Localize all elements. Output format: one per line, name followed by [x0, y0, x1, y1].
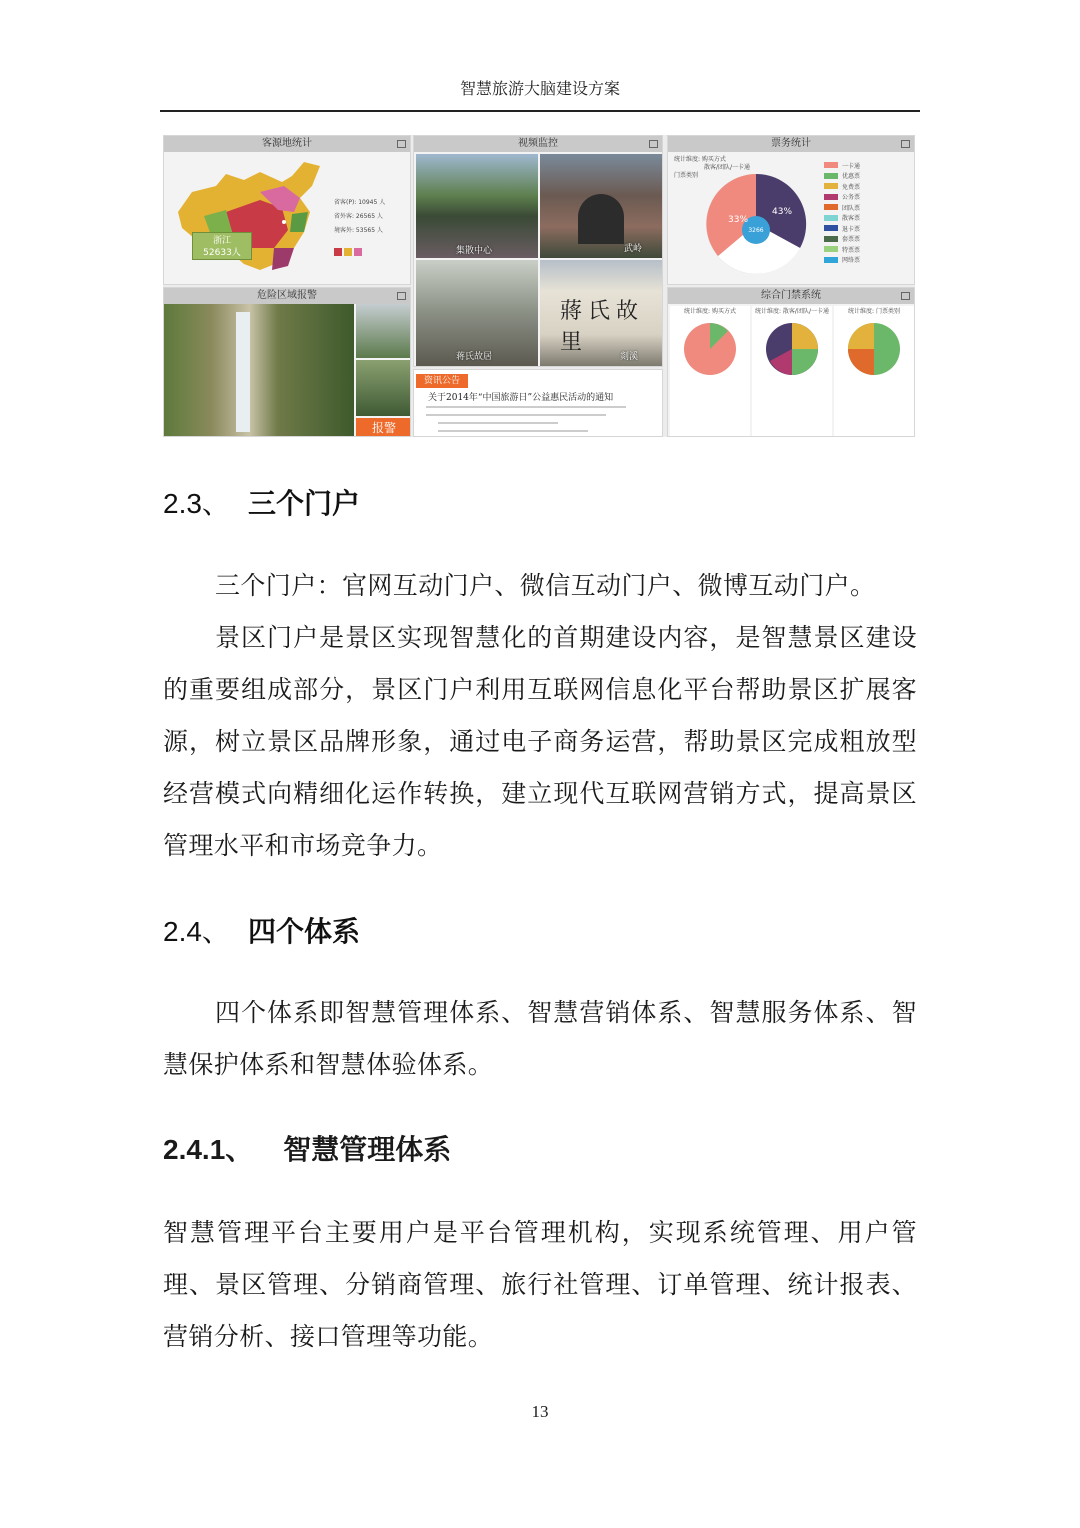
legend-label: 网络票 — [842, 257, 861, 265]
video-feed-1[interactable]: 集散中心 — [416, 154, 538, 258]
camera-feed-small-2[interactable] — [356, 360, 411, 416]
legend-item — [824, 244, 860, 255]
legend-swatch — [824, 162, 838, 168]
legend-item — [824, 160, 860, 171]
gate-subpanel-1: 统计维度: 购买方式 — [670, 306, 750, 436]
danger-panel — [163, 287, 411, 437]
alarm-button[interactable]: 报警 — [356, 418, 411, 437]
legend-item — [824, 181, 860, 192]
gate-panel-title: 综合门禁系统 — [668, 288, 914, 304]
video-feed-3[interactable]: 蒋氏故居 — [416, 260, 538, 366]
legend-swatch — [824, 173, 838, 179]
legend-swatch — [824, 183, 838, 189]
legend-label: 免费票 — [842, 183, 861, 191]
source-stats: 省客(P): 10945 人 省外客: 26565 人 境客外: 53565 人 — [334, 199, 386, 234]
video-panel — [413, 135, 663, 367]
legend-label: 公务票 — [842, 194, 861, 202]
legend-item — [824, 223, 860, 234]
legend-swatch — [824, 204, 838, 210]
waterfall-feed[interactable] — [164, 304, 354, 437]
legend-item — [824, 192, 860, 203]
svg-text:33%: 33% — [728, 215, 749, 225]
legend-label: 散客票 — [842, 215, 861, 223]
gate-subpanel-2: 统计维度: 散客/团队/一卡通 — [752, 306, 832, 436]
legend-item — [824, 171, 860, 182]
ticket-panel — [667, 135, 915, 285]
maximize-icon — [397, 140, 406, 148]
video-feed-4[interactable]: 蔣氏故里 剡溪 — [540, 260, 662, 366]
ticket-panel-title: 票务统计 — [668, 136, 914, 152]
legend-swatch — [824, 194, 838, 200]
ticket-legend — [824, 160, 860, 265]
notice-title[interactable]: 关于2014年“中国旅游日”公益惠民活动的通知 — [428, 393, 614, 403]
legend-item — [824, 202, 860, 213]
legend-item — [824, 255, 860, 266]
legend-item — [824, 213, 860, 224]
legend-label: 团队票 — [842, 204, 861, 212]
gate-subpanel-3: 统计维度: 门票类别 — [834, 306, 914, 436]
svg-text:3266: 3266 — [748, 227, 764, 234]
legend-label: 套票票 — [842, 236, 861, 244]
dashboard-figure — [163, 135, 915, 437]
section-2-3-para-1: 三个门户：官网互动门户、微信互动门户、微博互动门户。 — [215, 571, 876, 600]
source-panel-title: 客源地统计 — [164, 136, 410, 152]
danger-panel-title: 危险区域报警 — [164, 288, 410, 304]
ticket-filter-text: 统计维度: 购买方式 散客/团队/一卡通 门票类别 — [674, 156, 751, 179]
legend-label: 优惠票 — [842, 173, 861, 181]
legend-swatch — [824, 236, 838, 242]
notice-panel — [413, 369, 663, 437]
legend-swatch — [824, 257, 838, 263]
maximize-icon — [901, 292, 910, 300]
section-2-3-heading: 2.3、 三个门户 — [163, 487, 360, 520]
section-2-4-1-para-1: 智慧管理平台主要用户是平台管理机构，实现系统管理、用户管理、景区管理、分销商管理、旅行社管理、订单管理、统计报表、营销分析、接口管理等功能。 — [163, 1218, 917, 1351]
legend-item — [824, 234, 860, 245]
section-2-4-heading: 2.4、 四个体系 — [163, 915, 360, 948]
maximize-icon — [901, 140, 910, 148]
section-2-3-para-2: 景区门户是景区实现智慧化的首期建设内容，是智慧景区建设的重要组成部分，景区门户利用互联网信息化平台帮助景区扩展客源，树立景区品牌形象，通过电子商务运营，帮助景区完成粗放型经营模式向精细化运作转换，建立现代互联网营销方式，提高景区管理水平和市场竞争力。 — [163, 623, 917, 860]
section-2-4-1-heading: 2.4.1、 智慧管理体系 — [163, 1133, 452, 1166]
camera-feed-small-1[interactable] — [356, 304, 411, 358]
legend-swatch — [824, 225, 838, 231]
region-tooltip: 浙江 52633人 — [192, 232, 252, 260]
header-rule — [160, 110, 920, 112]
legend-label: 特票票 — [842, 246, 861, 254]
legend-label: 一卡通 — [842, 162, 861, 170]
page-number: 13 — [531, 1402, 549, 1421]
page-header: 智慧旅游大脑建设方案 — [459, 79, 620, 98]
section-2-4-para-1: 四个体系即智慧管理体系、智慧营销体系、智慧服务体系、智慧保护体系和智慧体验体系。 — [163, 998, 917, 1079]
legend-swatch — [824, 246, 838, 252]
video-panel-title: 视频监控 — [414, 136, 662, 152]
maximize-icon — [397, 292, 406, 300]
notice-tag: 资讯公告 — [416, 374, 468, 388]
video-feed-2[interactable]: 武岭 — [540, 154, 662, 258]
ticket-donut-chart — [668, 152, 915, 285]
legend-label: 退卡票 — [842, 225, 861, 233]
legend-swatch — [824, 215, 838, 221]
maximize-icon — [649, 140, 658, 148]
source-panel — [163, 135, 411, 285]
gate-panel — [667, 287, 915, 437]
svg-text:43%: 43% — [772, 207, 793, 217]
